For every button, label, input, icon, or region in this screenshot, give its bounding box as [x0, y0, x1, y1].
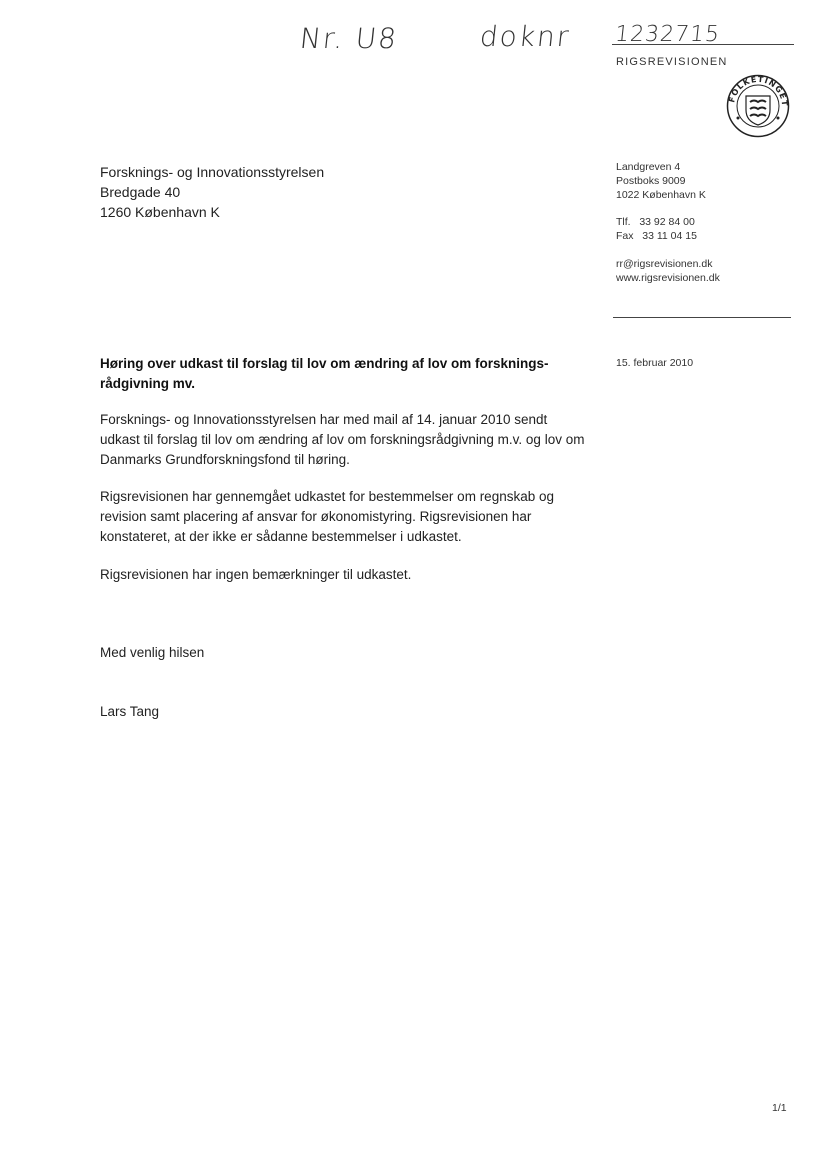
letter-subject: Høring over udkast til forslag til lov om ændring af lov om forsknings-rådgivning mv.	[100, 356, 549, 391]
sender-address-line: Landgreven 4	[616, 161, 681, 173]
folketinget-seal-logo	[726, 74, 790, 138]
recipient-line: Forsknings- og Innovationsstyrelsen	[100, 164, 325, 180]
website-link[interactable]: www.rigsrevisionen.dk	[616, 272, 720, 284]
body-paragraph: Rigsrevisionen har ingen bemærkninger til udkastet.	[100, 567, 412, 582]
sender-web	[616, 257, 720, 285]
recipient-line: 1260 København K	[100, 204, 220, 220]
handwritten-doknr: doknr	[478, 20, 573, 53]
organization-name: RIGSREVISIONEN	[616, 56, 728, 68]
phone-line: Tlf. 33 92 84 00	[616, 216, 695, 228]
email-link[interactable]: rr@rigsrevisionen.dk	[616, 258, 713, 270]
recipient-line: Bredgade 40	[100, 184, 181, 200]
sender-address-line: 1022 København K	[616, 189, 706, 201]
sender-address	[616, 160, 706, 202]
seal-text: FOLKETINGET	[727, 74, 790, 108]
recipient-address	[100, 162, 324, 222]
signature: Lars Tang	[100, 704, 160, 719]
header-rule	[612, 44, 794, 45]
sender-phone	[616, 215, 697, 243]
sidebar-rule	[613, 317, 791, 318]
body-paragraph: Rigsrevisionen har gennemgået udkastet for bestemmelser om regnskab og revision samt placering af ansvar for økonomistyring. Rigsrevisionen har konstateret, at der ikke er sådanne bestemmelser i udkastet.	[100, 489, 554, 544]
handwritten-document-number: 1232715	[613, 22, 722, 47]
handwritten-number: Nr. U8	[298, 22, 400, 55]
page-number: 1/1	[772, 1102, 787, 1114]
sender-address-line: Postboks 9009	[616, 175, 686, 187]
body-paragraph: Forsknings- og Innovationsstyrelsen har med mail af 14. januar 2010 sendt udkast til forslag til lov om ændring af lov om forskningsrådgivning m.v. og lov om Danmarks Grundforskningsfond til høring.	[100, 412, 585, 467]
letter-date: 15. februar 2010	[616, 357, 694, 369]
closing: Med venlig hilsen	[100, 645, 205, 660]
fax-line: Fax 33 11 04 15	[616, 230, 697, 242]
